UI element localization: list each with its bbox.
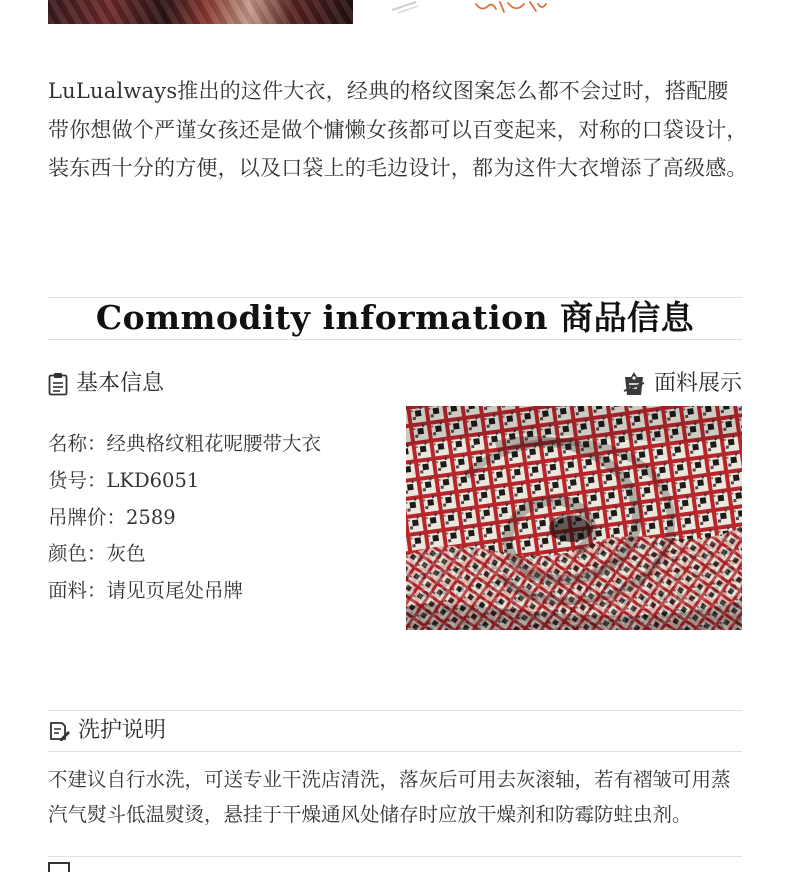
fabric-display-heading-label: 面料展示 [653,371,742,396]
clipboard-icon [48,372,68,396]
info-color: 颜色：灰色 [48,542,146,566]
info-fabric: 面料：请见页尾处吊牌 [48,579,244,603]
basic-info-heading [48,369,164,399]
divider [48,339,742,340]
basic-info-list [48,426,388,610]
info-name: 名称：经典格纹粗花呢腰带大衣 [48,432,322,455]
signature-graphic [388,0,558,16]
divider [48,710,742,711]
info-item-number: 货号：LKD6051 [48,468,200,492]
product-description: LuLualways推出的这件大衣，经典的格纹图案怎么都不会过时，搭配腰带你想做个严谨女孩还是做个慵懒女孩都可以百变起来，对称的口袋设计，装东西十分的方便，以及口袋上的毛边设计，都为这件大衣增添了高级感。 [48,79,748,181]
price-tag-icon [622,371,646,397]
fabric-display-heading [622,369,742,399]
section-title: Commodity information 商品信息 [95,298,695,337]
basic-info-heading-label: 基本信息 [76,371,165,396]
top-product-photo [48,0,353,24]
care-instructions: 不建议自行水洗，可送专业干洗店清洗，落灰后可用去灰滚轴，若有褶皱可用蒸汽气熨斗低温熨烫，悬挂于干燥通风处储存时应放干燥剂和防霉防蛀虫剂。 [48,768,731,826]
document-pen-icon [48,720,70,742]
care-heading [48,716,166,746]
fabric-swatch-image [406,406,742,630]
divider [48,856,742,857]
info-tag-price: 吊牌价：2589 [48,505,176,529]
divider [48,751,742,752]
care-heading-label: 洗护说明 [78,718,167,743]
next-section-icon [48,862,70,872]
